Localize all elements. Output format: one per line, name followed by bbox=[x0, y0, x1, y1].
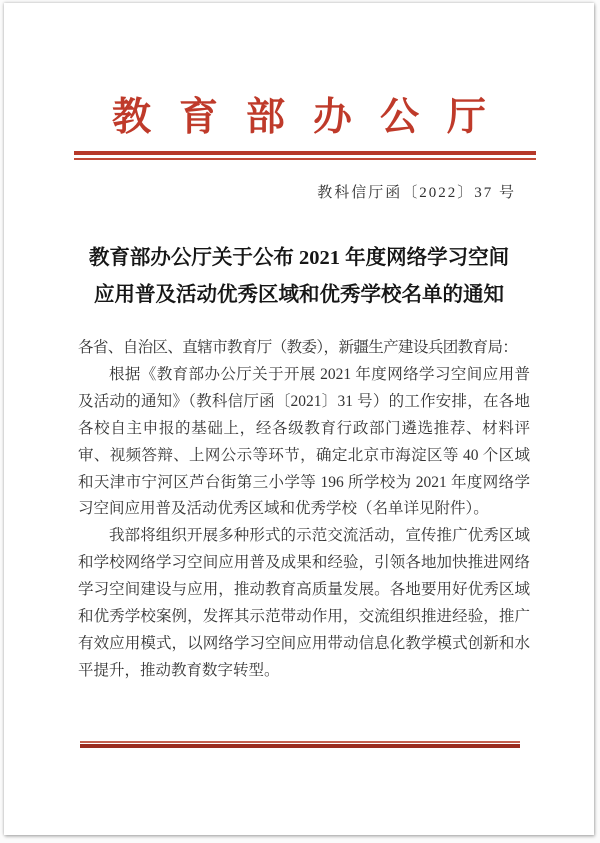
footer-divider-thick-line bbox=[80, 744, 520, 748]
document-title-line-1: 教育部办公厅关于公布 2021 年度网络学习空间 bbox=[88, 247, 510, 269]
letterhead-divider-thin-line bbox=[74, 158, 536, 160]
footer-divider bbox=[80, 741, 520, 748]
document-page bbox=[4, 3, 594, 835]
letterhead-title: 教育部办公厅 bbox=[111, 96, 514, 139]
letterhead-divider bbox=[74, 151, 536, 160]
letterhead-divider-thick-line bbox=[74, 151, 536, 155]
body-paragraph-1: 根据《教育部办公厅关于开展 2021 年度网络学习空间应用普及活动的通知》（教科信厅函〔2021〕31 号）的工作安排，在各地各校自主申报的基础上，经各级教育行政部门遴选推荐、材料评审、视频答辩、上网公示等环节，确定北京市海淀区等 40 个区域和天津市宁河区芦台街第三小学等 196 所学校为 2021 年度网络学习空间应用普及活动优秀区域和优秀学校（名单详见附件）。 bbox=[78, 365, 530, 518]
salutation: 各省、自治区、直辖市教育厅（教委），新疆生产建设兵团教育局： bbox=[78, 339, 518, 356]
body-paragraph-2: 我部将组织开展多种形式的示范交流活动，宣传推广优秀区域和学校网络学习空间应用普及成果和经验，引领各地加快推进网络学习空间建设与应用，推动教育高质量发展。各地要用好优秀区域和优秀学校案例，发挥其示范带动作用，交流组织推进经验，推广有效应用模式，以网络学习空间应用带动信息化教学模式创新和水平提升，推动教育数字转型。 bbox=[78, 527, 530, 679]
document-body bbox=[78, 335, 530, 685]
footer-divider-thin-line bbox=[80, 741, 520, 743]
document-title bbox=[22, 240, 576, 314]
document-title-line-2: 应用普及活动优秀区域和优秀学校名单的通知 bbox=[94, 284, 504, 306]
document-number: 教科信厅函〔2022〕37 号 bbox=[317, 185, 516, 201]
